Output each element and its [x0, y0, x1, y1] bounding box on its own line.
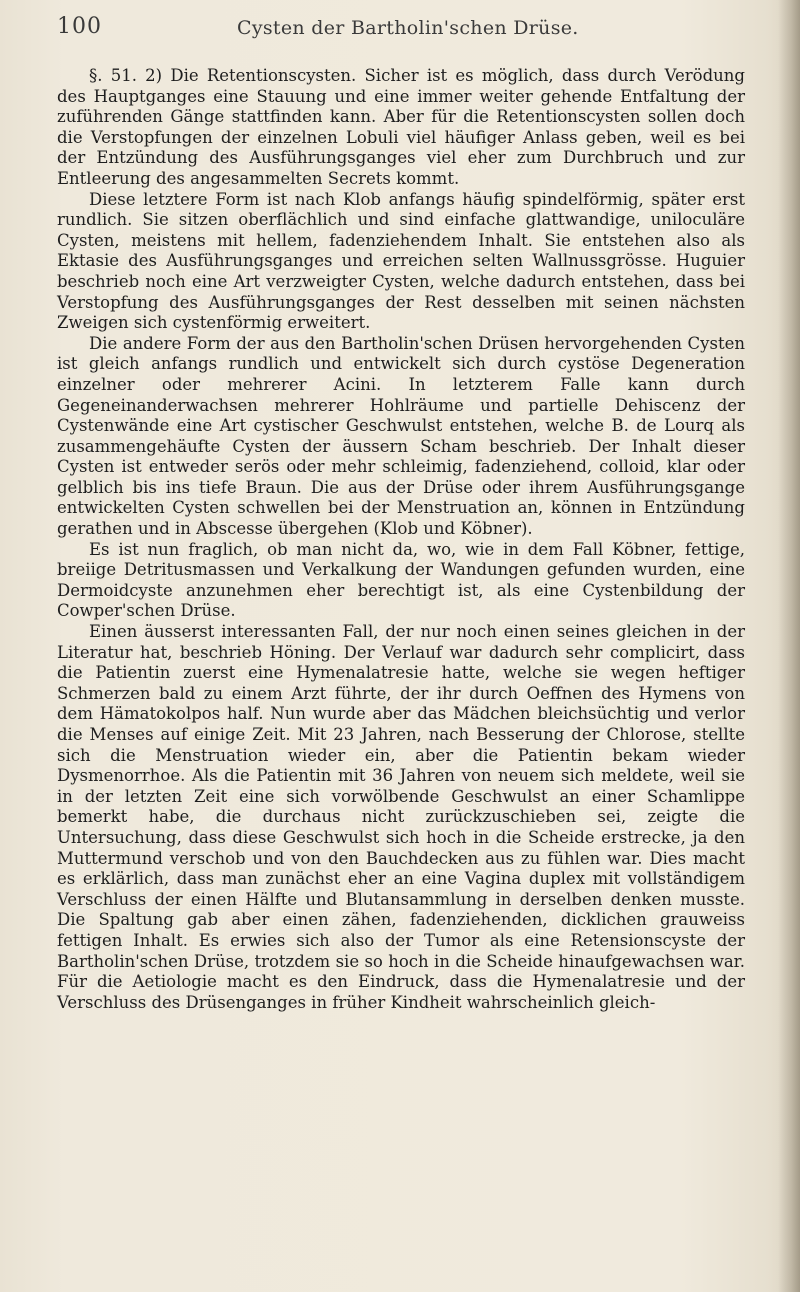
body-text: [57, 66, 745, 1013]
paragraph-retentionscysten-intro: §. 51. 2) Die Retentionscysten. Sicher ist es möglich, dass durch Verödung des Hauptganges eine Stauung und eine immer weiter gehende Entfaltung der zuführenden Gänge stattfinden kann. Aber für die Retentionscysten sollen doch die Verstopfungen der einzelnen Lobuli viel häufiger Anlass geben, weil es bei der Entzündung des Ausführungsganges viel eher zum Durchbruch und zur Entleerung des angesammelten Secrets kommt.: [57, 66, 745, 188]
paragraph-dermoidcyste: Es ist nun fraglich, ob man nicht da, wo, wie in dem Fall Köbner, fettige, breiige Detritusmassen und Verkalkung der Wandungen gefunden wurden, eine Dermoidcyste anzunehmen eher berechtigt ist, als eine Cystenbildung der Cowper'schen Drüse.: [57, 539, 745, 621]
page-edge-shadow: [778, 0, 800, 1292]
running-head: [57, 14, 747, 46]
paragraph-klob-form: Diese letztere Form ist nach Klob anfangs häufig spindelförmig, später erst rundlich. Sie sitzen oberflächlich und sind einfache glattwandige, uniloculäre Cysten, meistens mit hellem, fadenziehendem Inhalt. Sie entstehen also als Ektasie des Ausführungsganges und erreichen selten Wallnussgrösse. Huguier beschrieb noch eine Art verzweigter Cysten, welche dadurch entstehen, dass bei Verstopfung des Ausführungsganges der Rest desselben mit seinen nächsten Zweigen sich cystenförmig erweitert.: [57, 189, 745, 333]
paragraph-andere-form: Die andere Form der aus den Bartholin'schen Drüsen hervorgehenden Cysten ist gleich anfangs rundlich und entwickelt sich durch cystöse Degeneration einzelner oder mehrerer Acini. In letzterem Falle kann durch Gegeneinanderwachsen mehrerer Hohlräume und partielle Dehiscenz der Cystenwände eine Art cystischer Geschwulst entstehen, welche B. de Lourq als zusammengehäufte Cysten der äussern Scham beschrieb. Der Inhalt dieser Cysten ist entweder serös oder mehr schleimig, fadenziehend, colloid, klar oder gelblich bis ins tiefe Braun. Die aus der Drüse oder ihrem Ausführungsgange entwickelten Cysten schwellen bei der Menstruation an, können in Entzündung gerathen und in Abscesse übergehen (Klob und Köbner).: [57, 333, 745, 539]
page-number: 100: [57, 14, 102, 39]
paragraph-hoening-case: Einen äusserst interessanten Fall, der nur noch einen seines gleichen in der Literatur hat, beschrieb Höning. Der Verlauf war dadurch sehr complicirt, dass die Patientin zuerst eine Hymenalatresie hatte, welche sie wegen heftiger Schmerzen bald zu einem Arzt führte, der ihr durch Oeffnen des Hymens von dem Hämatokolpos half. Nun wurde aber das Mädchen bleichsüchtig und verlor die Menses auf einige Zeit. Mit 23 Jahren, nach Besserung der Chlorose, stellte sich die Menstruation wieder ein, aber die Patientin bekam wieder Dysmenorrhoe. Als die Patientin mit 36 Jahren von neuem sich meldete, weil sie in der letzten Zeit eine sich vorwölbende Geschwulst an einer Schamlippe bemerkt habe, die durchaus nicht zurückzuschieben sei, zeigte die Untersuchung, dass diese Geschwulst sich hoch in die Scheide erstrecke, ja den Muttermund verschob und von den Bauchdecken aus zu fühlen war. Dies macht es erklärlich, dass man zunächst eher an eine Vagina duplex mit vollständigem Verschluss der einen Hälfte und Blutansammlung in derselben denken musste. Die Spaltung gab aber einen zähen, fadenziehenden, dicklichen grauweiss fettigen Inhalt. Es erwies sich also der Tumor als eine Retensionscyste der Bartholin'schen Drüse, trotzdem sie so hoch in die Scheide hinaufgewachsen war. Für die Aetiologie macht es den Eindruck, dass die Hymenalatresie und der Verschluss des Drüsenganges in früher Kindheit wahrscheinlich gleich-: [57, 622, 745, 1012]
running-title: Cysten der Bartholin'schen Drüse.: [237, 17, 579, 39]
